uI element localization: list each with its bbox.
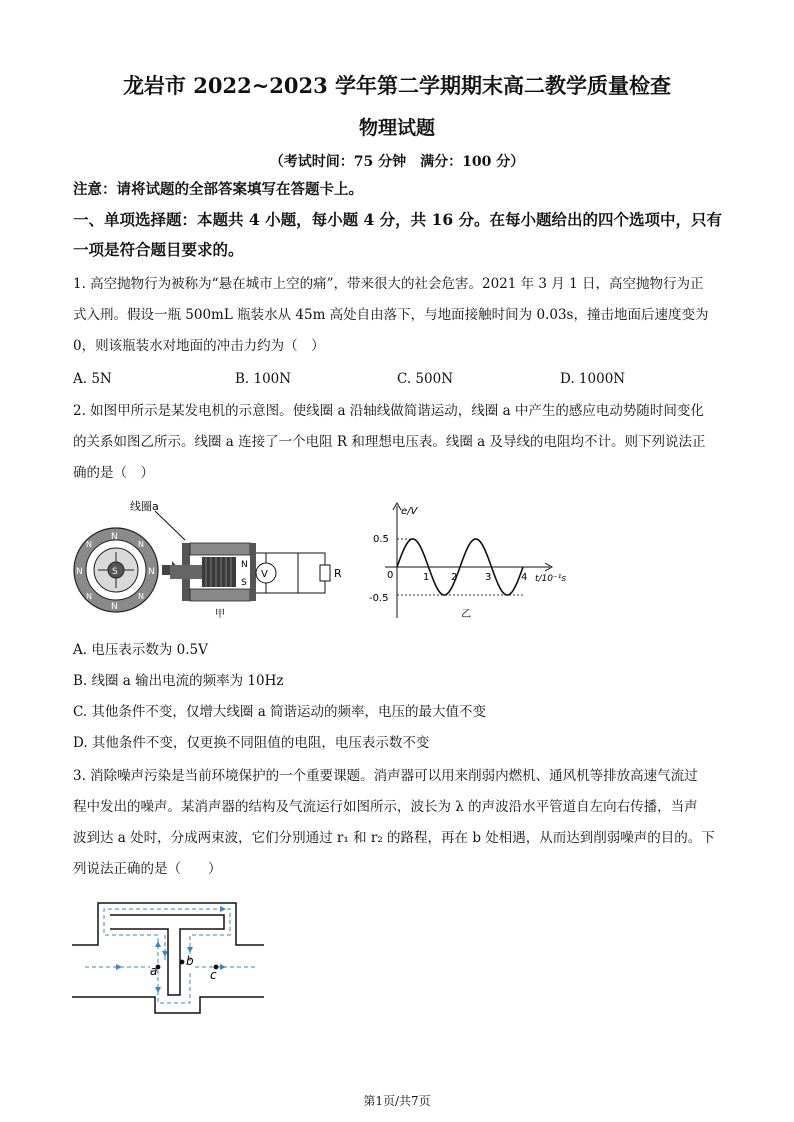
q3-line4: 列说法正确的是（ ） [73, 861, 222, 877]
x-tick-1: 1 [423, 572, 430, 583]
center-pole-label: S [112, 567, 118, 577]
q1-line1: 1. 高空抛物行为被称为“悬在城市上空的痛”，带来很大的社会危害。2021 年 3 月 1 日，高空抛物行为正 [73, 276, 704, 292]
resistor-label: R [334, 567, 342, 580]
q3-line3: 波到达 a 处时，分成两束波，它们分别通过 r₁ 和 r₂ 的路程，再在 b 处相遇，从而达到削弱噪声的目的。下 [73, 830, 715, 846]
q1-option-d: D. 1000N [560, 371, 626, 387]
emf-time-graph [365, 500, 575, 625]
svg-text:N: N [111, 532, 118, 542]
exam-title: 龙岩市 2022~2023 学年第二学期期末高二教学质量检查 [122, 73, 672, 98]
exam-info: （考试时间：75 分钟 满分：100 分） [269, 154, 525, 170]
q3-line1: 3. 消除噪声污染是当前环境保护的一个重要课题。消声器可以用来削弱内燃机、通风机等排放高速气流过 [73, 768, 698, 784]
svg-text:N: N [86, 592, 92, 601]
q2-option-d: D. 其他条件不变，仅更换不同阻值的电阻，电压表示数不变 [73, 735, 430, 751]
y-tick-neg05: -0.5 [369, 593, 389, 604]
notice: 注意：请将试题的全部答案填写在答题卡上。 [73, 181, 363, 198]
subject-title: 物理试题 [358, 117, 435, 139]
q2-line1: 2. 如图甲所示是某发电机的示意图。使线圈 a 沿轴线做简谐运动，线圈 a 中产生的感应电动势随时间变化 [73, 403, 704, 419]
point-b-label: b [186, 954, 194, 968]
x-axis-label: t/10⁻¹s [535, 574, 567, 584]
q3-line2: 程中发出的噪声。某消声器的结构及气流运行如图所示，波长为 λ 的声波沿水平管道自左向右传播，当声 [73, 799, 698, 815]
svg-text:N: N [76, 567, 83, 577]
q2-option-a: A. 电压表示数为 0.5V [73, 642, 208, 658]
muffler-diagram [70, 895, 270, 1015]
q1-line3: 0，则该瓶装水对地面的冲击力约为（ ） [73, 338, 325, 354]
voltmeter-label: V [261, 569, 268, 580]
y-tick-0: 0 [387, 570, 394, 581]
q1-option-b: B. 100N [235, 371, 292, 387]
x-tick-3: 3 [485, 572, 492, 583]
point-a-label: a [150, 964, 158, 978]
x-tick-4: 4 [521, 572, 528, 583]
y-tick-05: 0.5 [373, 534, 389, 545]
generator-diagram [70, 495, 360, 620]
q1-line2: 式入刑。假设一瓶 500mL 瓶装水从 45m 高处自由落下，与地面接触时间为 0.03s，撞击地面后速度变为 [73, 307, 709, 323]
figure-yi-caption: 乙 [461, 609, 471, 620]
svg-text:N: N [138, 592, 144, 601]
q1-option-c: C. 500N [397, 371, 454, 387]
svg-text:N: N [111, 602, 118, 612]
q2-line3: 确的是（ ） [73, 465, 154, 481]
section1-heading-line2: 一项是符合题目要求的。 [73, 240, 244, 259]
q2-line2: 的关系如图乙所示。线圈 a 连接了一个电阻 R 和理想电压表。线圈 a 及导线的电阻均不计。则下列说法正 [73, 434, 706, 450]
magnet-n-label: N [241, 560, 248, 570]
magnet-s-label: S [241, 578, 247, 588]
svg-text:N: N [86, 540, 92, 549]
q2-option-c: C. 其他条件不变，仅增大线圈 a 简谐运动的频率，电压的最大值不变 [73, 704, 487, 720]
section1-heading-line1: 一、单项选择题：本题共 4 小题，每小题 4 分，共 16 分。在每小题给出的四个选项中，只有 [73, 210, 723, 229]
q2-option-b: B. 线圈 a 输出电流的频率为 10Hz [73, 673, 284, 689]
figure-jia-caption: 甲 [215, 609, 225, 620]
svg-text:N: N [148, 567, 155, 577]
point-c-label: c [210, 968, 217, 982]
svg-text:N: N [138, 540, 144, 549]
x-tick-2: 2 [451, 572, 458, 583]
y-axis-label: e/V [401, 506, 418, 517]
q1-option-a: A. 5N [73, 371, 112, 387]
coil-label: 线圈a [130, 500, 159, 513]
page-footer: 第1页/共7页 [363, 1094, 431, 1108]
